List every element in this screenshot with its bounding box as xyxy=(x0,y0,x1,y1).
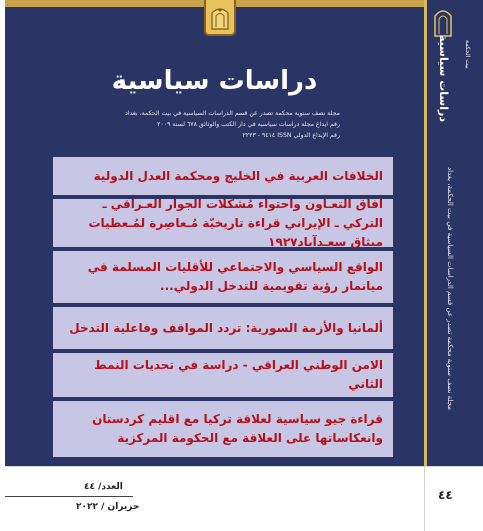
article-title: آفاق التعـاون واحتواء مُشكلات الجوار العـراقي ـ التركي ـ الإيراني قراءة تاريخيّة مُـعاصِرة لمُـعطيات ميثاق سعـدآباد١٩٢٧ xyxy=(88,196,383,249)
article-title: الواقع السياسي والاجتماعي للأقليات المسلمة في ميانمار رؤية تقويمية للتدخل الدولي... xyxy=(87,260,383,293)
spine-divider xyxy=(424,466,425,531)
footer-divider xyxy=(5,496,133,497)
spine-logo-icon xyxy=(432,4,454,38)
article-title: قراءة جيو سياسية لعلاقة تركيا مع اقليم كردستان وانعكاساتها على العلاقة مع الحكومة المركزية xyxy=(92,412,383,445)
article-item[interactable] xyxy=(53,196,393,249)
issn-value-text: ISSN ٩٤١٤ - ٢٢٢٣ xyxy=(242,132,292,139)
issue-date: حزيران / ٢٠٢٢ xyxy=(76,502,140,512)
issn-number xyxy=(242,131,340,141)
front-cover xyxy=(5,0,424,466)
spine-title: دراسات سياسية xyxy=(437,35,450,122)
magazine-title: دراسات سياسية xyxy=(111,66,318,96)
spine-description: مجلة نصف سنوية محكمة تصدر عن قسم الدراسات السياسية في بيت الحكمة، بغداد xyxy=(446,166,454,410)
issue-number: العدد/ ٤٤ xyxy=(84,482,123,492)
article-item[interactable] xyxy=(53,307,393,349)
article-title: ألمانيا والأزمة السورية: تردد المواقف وفاعلية التدخل xyxy=(69,320,383,335)
deposit-number: رقم ايداع مجلة دراسات سياسية في دار الكتب والوثائق ٦٧٨ لسنة ٢٠٠٩ xyxy=(157,121,340,128)
article-title: الخلافات العربية في الخليج ومحكمة العدل الدولية xyxy=(93,168,383,183)
logo-emblem-icon xyxy=(208,3,232,31)
article-item[interactable] xyxy=(53,353,393,397)
article-item[interactable] xyxy=(53,251,393,303)
magazine-description: مجلة نصف سنوية محكمة تصدر عن قسم الدراسات السياسية في بيت الحكمة، بغداد xyxy=(125,110,340,117)
issn-label-text: رقم الإيداع الدولي xyxy=(293,132,340,139)
spine-publisher: بيت الحكمة xyxy=(464,40,471,69)
article-item[interactable] xyxy=(53,401,393,457)
article-title: الامن الوطني العراقي - دراسة في تحديات النمط الثاني xyxy=(94,358,383,391)
bottom-strip xyxy=(5,466,483,531)
spine-issue-number: ٤٤ xyxy=(438,488,453,502)
bayt-al-hikma-logo xyxy=(204,0,236,36)
article-item[interactable] xyxy=(53,157,393,195)
spine-gold-edge xyxy=(424,0,427,466)
